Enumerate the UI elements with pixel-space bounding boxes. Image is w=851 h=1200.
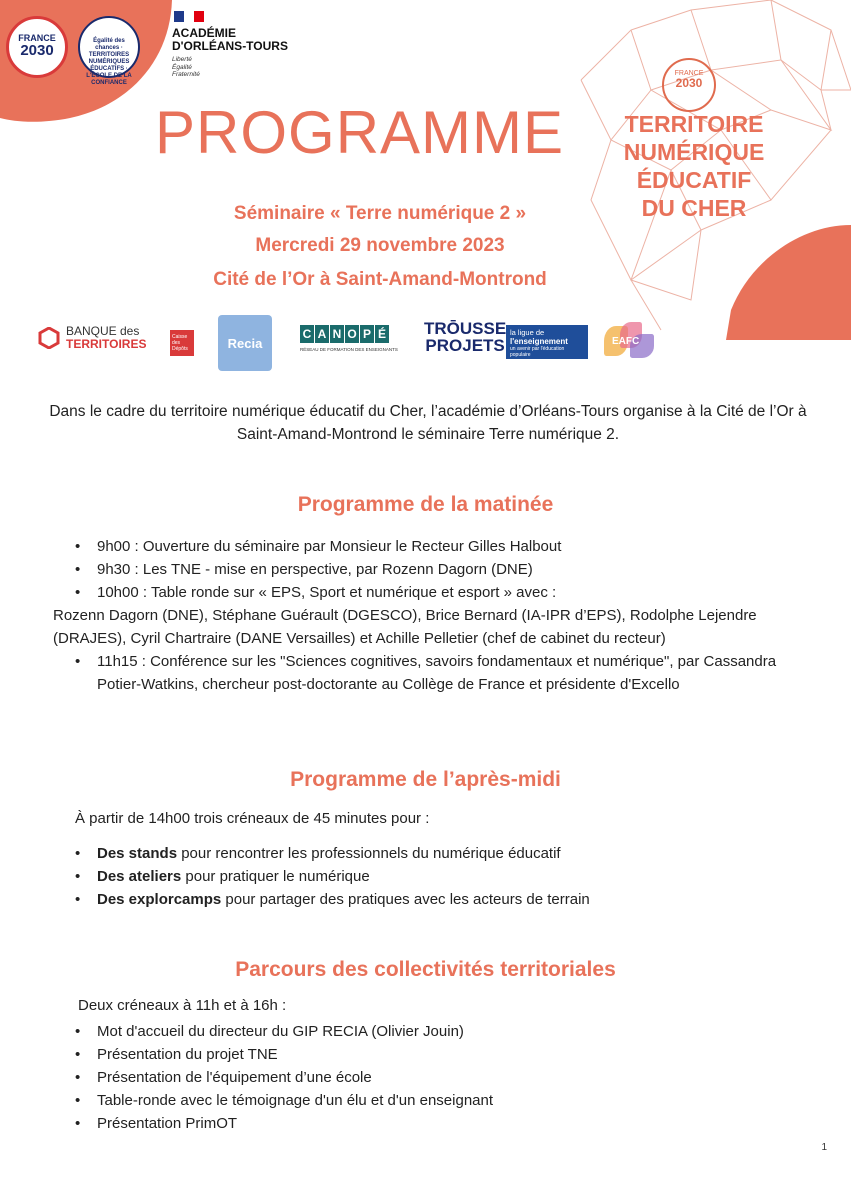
- morning-section-title: Programme de la matinée: [297, 493, 554, 516]
- ligue-line1: la ligue de: [510, 328, 545, 337]
- eafc-text: EAFC: [612, 336, 640, 347]
- list-item: • 9h00 : Ouverture du séminaire par Monsieur le Recteur Gilles Halbout: [75, 535, 795, 558]
- france-2030-logo-line1: FRANCE: [18, 33, 56, 43]
- canope-letter: C: [300, 325, 314, 343]
- tne-badge-text: Égalité des chances · TERRITOIRES NUMÉRIQUES ÉDUCATIFS · L'ÉCOLE DE LA CONFIANCE: [86, 38, 132, 86]
- afternoon-section-title: Programme de l’après-midi: [290, 768, 561, 791]
- tne-title-line2: NUMÉRIQUE: [623, 139, 765, 165]
- canope-logo: [300, 325, 390, 343]
- france-2030-logo: [6, 16, 68, 78]
- watermark-line2: 2030: [675, 76, 703, 90]
- afternoon-intro: À partir de 14h00 trois créneaux de 45 minutes pour :: [75, 810, 430, 827]
- page-title: PROGRAMME: [155, 99, 565, 166]
- list-item: [75, 842, 795, 865]
- list-item: • Table-ronde avec le témoignage d'un élu et d'un enseignant: [75, 1089, 795, 1112]
- list-item: • Présentation de l'équipement d’une école: [75, 1066, 795, 1089]
- france-2030-watermark: [662, 58, 716, 112]
- banque-line2: TERRITOIRES: [66, 337, 147, 351]
- seminar-name: Séminaire « Terre numérique 2 »: [233, 203, 527, 224]
- banque-line1: BANQUE des: [66, 324, 140, 338]
- motto-fraternite: Fraternité: [172, 71, 200, 78]
- watermark-line1: FRANCE: [674, 70, 704, 77]
- canope-letter: É: [375, 325, 389, 343]
- item-description: pour rencontrer les professionnels du numérique éducatif: [177, 845, 561, 862]
- ligue-line2: l'enseignement: [510, 337, 568, 346]
- banque-des-territoires-logo: [38, 325, 146, 351]
- ligue-enseignement-logo: [506, 325, 588, 359]
- item-description: pour partager des pratiques avec les acteurs de terrain: [221, 891, 590, 908]
- collectivities-program-list: [75, 1020, 795, 1135]
- france-2030-logo-line2: 2030: [20, 42, 54, 59]
- seminar-location: Cité de l’Or à Saint-Amand-Montrond: [213, 269, 547, 290]
- canope-letter: N: [330, 325, 344, 343]
- list-item: • Présentation PrimOT: [75, 1112, 795, 1135]
- motto-egalite: Égalité: [172, 63, 192, 71]
- tne-title-line1: TERRITOIRE: [624, 111, 764, 137]
- academy-name: [172, 27, 288, 53]
- academy-name-line2: D'ORLÉANS-TOURS: [172, 39, 288, 53]
- seminar-date: Mercredi 29 novembre 2023: [255, 235, 505, 256]
- republic-motto: [172, 56, 200, 79]
- afternoon-program-list: [75, 842, 795, 911]
- list-item: • Présentation du projet TNE: [75, 1043, 795, 1066]
- trousse-line1: TRŌUSSE: [424, 319, 507, 338]
- item-keyword: Des stands: [97, 845, 178, 862]
- canope-letter: P: [360, 325, 374, 343]
- canope-subtitle: RÉSEAU DE FORMATION DES ENSEIGNANTS: [300, 347, 398, 352]
- item-keyword: Des explorcamps: [97, 891, 222, 908]
- intro-paragraph: Dans le cadre du territoire numérique éducatif du Cher, l’académie d’Orléans-Tours organise à la Cité de l’Or à Saint-Amand-Montrond le séminaire Terre numérique 2.: [49, 403, 807, 443]
- list-item: • 10h00 : Table ronde sur « EPS, Sport et numérique et esport » avec :: [75, 581, 795, 604]
- collectivities-section-title: Parcours des collectivités territoriales: [235, 958, 616, 981]
- eafc-logo: [604, 322, 656, 362]
- trousse-projets-logo: [424, 320, 506, 354]
- list-item: • 9h30 : Les TNE - mise en perspective, par Rozenn Dagorn (DNE): [75, 558, 795, 581]
- item-description: pour pratiquer le numérique: [181, 868, 370, 885]
- morning-program-list: [53, 535, 795, 696]
- list-item: [75, 888, 795, 911]
- hexagon-icon: [38, 327, 60, 349]
- caisse-des-depots-logo: Caisse des Dépôts: [170, 330, 194, 356]
- collectivities-intro: Deux créneaux à 11h et à 16h :: [78, 997, 287, 1014]
- french-flag-icon: [174, 11, 204, 22]
- tne-badge-logo: [78, 16, 140, 86]
- ligue-line3: un avenir par l'éducation populaire: [510, 346, 565, 358]
- trousse-line2: PROJETS: [425, 336, 505, 355]
- round-table-participants: Rozenn Dagorn (DNE), Stéphane Guérault (DGESCO), Brice Bernard (IA-IPR d’EPS), Rodolphe Lejendre (DRAJES), Cyril Chartraire (DANE Versailles) et Achille Pelletier (chef de cabinet du recteur): [53, 607, 757, 647]
- recia-logo: Recia: [218, 315, 272, 371]
- list-item: • Mot d'accueil du directeur du GIP RECIA (Olivier Jouin): [75, 1020, 795, 1043]
- canope-letter: A: [315, 325, 329, 343]
- item-keyword: Des ateliers: [97, 868, 182, 885]
- list-item: • 11h15 : Conférence sur les "Sciences cognitives, savoirs fondamentaux et numérique", par Cassandra Potier-Watkins, chercheur post-doctorante au Collège de France et présidente d'Excello: [75, 650, 795, 696]
- page-number: 1: [821, 1142, 827, 1153]
- academy-name-line1: ACADÉMIE: [172, 26, 237, 40]
- canope-letter: O: [345, 325, 359, 343]
- tne-title-line3: ÉDUCATIF: [636, 167, 752, 193]
- tne-title-line4: DU CHER: [641, 195, 747, 221]
- motto-liberte: Liberté: [172, 56, 192, 63]
- list-item: [75, 865, 795, 888]
